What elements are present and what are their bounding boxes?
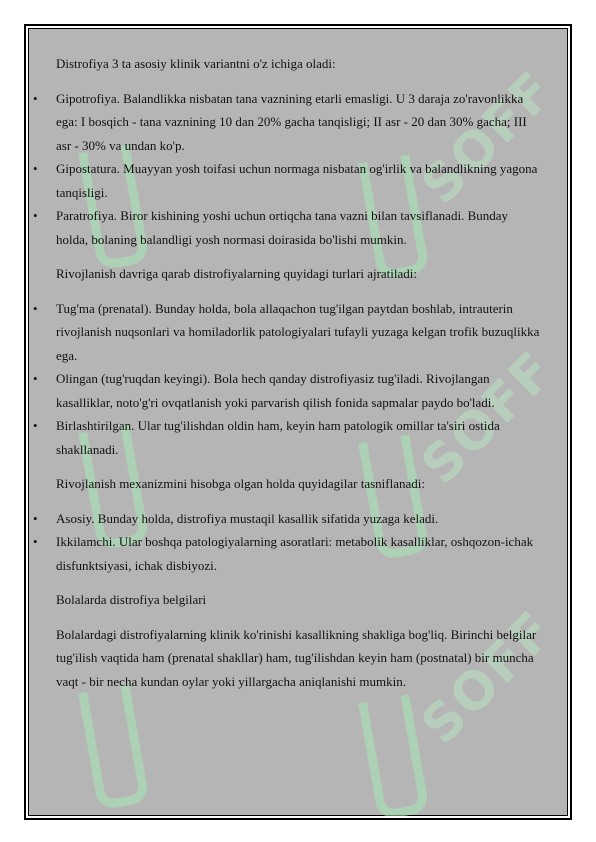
bullet-list	[36, 507, 540, 578]
paragraph: Rivojlanish mexanizmini hisobga olgan holda quyidagilar tasniflanadi:	[56, 476, 425, 491]
section-heading: Bolalarda distrofiya belgilari	[56, 592, 207, 607]
list-item: • Tug'ma (prenatal). Bunday holda, bola allaqachon tug'ilgan paytdan boshlab, intrauterin rivojlanish nuqsonlari va homiladorlik patologiyalari tufayli yuzaga kelgan trofik buzuqlikka ega.	[36, 297, 540, 368]
watermark-text: SOFF	[410, 59, 567, 217]
paragraph: Bolalardagi distrofiyalarning klinik ko'rinishi kasallikning shakliga bog'liq. Birinchi belgilar tug'ilish vaqtida ham (prenatal shakllar) ham, tug'ilishdan keyin ham (postnatal) bir muncha vaqt - bir necha kundan oylar yoki yillargacha aniqlanishi mumkin.	[56, 626, 537, 689]
list-item: • Gipostatura. Muayyan yosh toifasi uchun normaga nisbatan og'irlik va balandlikning yagona tanqisligi.	[36, 157, 540, 204]
list-item: • Olingan (tug'ruqdan keyingi). Bola hech qanday distrofiyasiz tug'iladi. Rivojlangan kasalliklar, noto'g'ri ovqatlanish yoki parvarish qilish fonida sapmalar paydo bo'ladi.	[36, 367, 540, 414]
paragraph: Rivojlanish davriga qarab distrofiyalarning quyidagi turlari ajratiladi:	[56, 266, 418, 281]
list-item: • Gipotrofiya. Balandlikka nisbatan tana vaznining etarli emasligi. U 3 daraja zo'ravonlikka ega: I bosqich - tana vaznining 10 dan 20% gacha tanqisligi; II asr - 20 dan 30% gacha; III asr - 30% va undan ko'p.	[36, 87, 540, 158]
watermark-text: SOFF	[410, 339, 567, 497]
document-body	[36, 52, 540, 704]
list-item: • Paratrofiya. Biror kishining yoshi uchun ortiqcha tana vazni bilan tavsiflanadi. Bunday holda, bolaning balandligi yosh normasi doirasida bo'lishi mumkin.	[36, 204, 540, 251]
list-item: • Birlashtirilgan. Ular tug'ilishdan oldin ham, keyin ham patologik omillar ta'siri ostida shakllanadi.	[36, 414, 540, 461]
list-item: • Ikkilamchi. Ular boshqa patologiyalarning asoratlari: metabolik kasalliklar, oshqozon-ichak disfunktsiyasi, ichak disbiyozi.	[36, 530, 540, 577]
list-item: • Asosiy. Bunday holda, distrofiya mustaqil kasallik sifatida yuzaga keladi.	[36, 507, 540, 531]
paragraph: Distrofiya 3 ta asosiy klinik variantni o'z ichiga oladi:	[56, 56, 336, 71]
watermark-text: SOFF	[410, 599, 567, 757]
bullet-list	[36, 87, 540, 252]
bullet-list	[36, 297, 540, 462]
